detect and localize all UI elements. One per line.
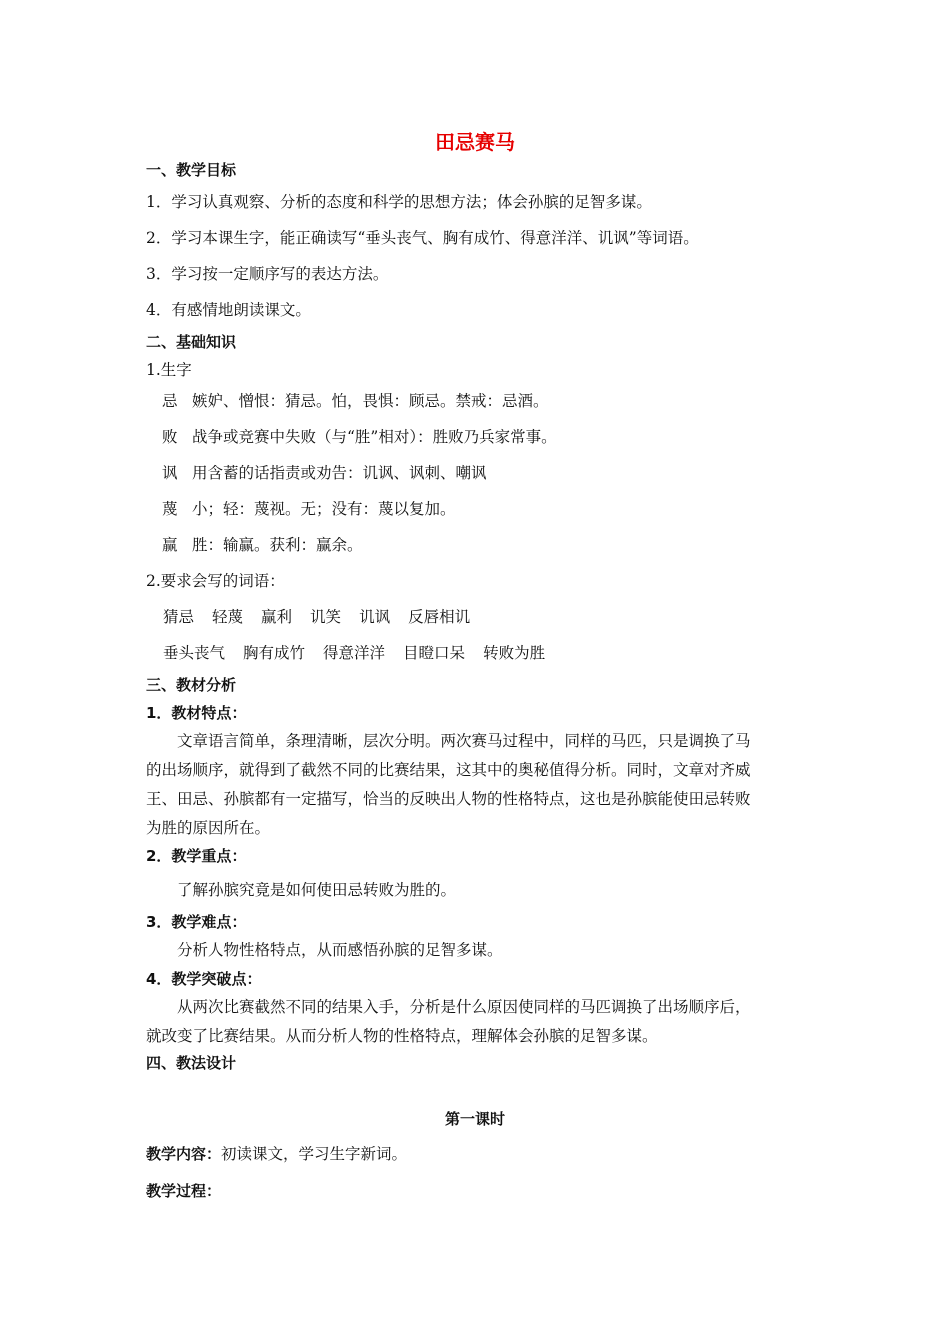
word: 反唇相讥 (408, 608, 471, 626)
goal-item: 1．学习认真观察、分析的态度和科学的思想方法；体会孙膑的足智多谋。 (146, 193, 652, 211)
character-definition: 嫉妒、憎恨：猜忌。怕，畏惧：顾忌。禁戒：忌酒。 (192, 392, 549, 410)
character: 忌 (162, 392, 178, 410)
paragraph-line: 从两次比赛截然不同的结果入手，分析是什么原因使同样的马匹调换了出场顺序后， (177, 998, 751, 1016)
word: 胸有成竹 (243, 644, 306, 662)
paragraph-line: 为胜的原因所在。 (146, 819, 271, 837)
word: 轻蔑 (212, 608, 244, 626)
word: 转败为胜 (483, 644, 546, 662)
subheading-words: 2.要求会写的词语： (146, 572, 285, 590)
subheading-characters: 1.生字 (146, 361, 192, 379)
lesson-process-label: 教学过程： (146, 1182, 222, 1200)
character-entry (162, 391, 549, 411)
word: 讥讽 (359, 608, 391, 626)
word-list-row (163, 643, 563, 663)
lesson-content (146, 1144, 407, 1164)
analysis-heading: 3．教学难点： (146, 913, 247, 931)
section-heading-analysis: 三、教材分析 (146, 676, 237, 694)
character-definition: 战争或竞赛中失败（与“胜”相对）：胜败乃兵家常事。 (192, 428, 557, 446)
paragraph-line: 了解孙膑究竟是如何使田忌转败为胜的。 (177, 881, 457, 899)
word-list-row (163, 607, 488, 627)
goal-item: 4．有感情地朗读课文。 (146, 301, 311, 319)
goal-item: 2．学习本课生字，能正确读写“垂头丧气、胸有成竹、得意洋洋、讥讽”等词语。 (146, 229, 699, 247)
character-entry (162, 499, 456, 519)
document-title: 田忌赛马 (435, 130, 515, 154)
paragraph-line: 分析人物性格特点，从而感悟孙膑的足智多谋。 (177, 941, 503, 959)
character-entry (162, 427, 557, 447)
character: 蔑 (162, 500, 178, 518)
paragraph-line: 文章语言简单，条理清晰，层次分明。两次赛马过程中，同样的马匹，只是调换了马 (177, 732, 751, 750)
section-heading-methods: 四、教法设计 (146, 1054, 237, 1072)
word: 得意洋洋 (323, 644, 386, 662)
character: 赢 (162, 536, 178, 554)
paragraph-line: 就改变了比赛结果。从而分析人物的性格特点，理解体会孙膑的足智多谋。 (146, 1027, 658, 1045)
section-heading-basics: 二、基础知识 (146, 333, 237, 351)
character-definition: 胜：输赢。获利：赢余。 (192, 536, 363, 554)
character: 败 (162, 428, 178, 446)
paragraph-line: 的出场顺序，就得到了截然不同的比赛结果，这其中的奥秘值得分析。同时，文章对齐威 (146, 761, 751, 779)
paragraph-line: 王、田忌、孙膑都有一定描写，恰当的反映出人物的性格特点，这也是孙膑能使田忌转败 (146, 790, 751, 808)
word: 赢利 (261, 608, 293, 626)
analysis-heading: 4．教学突破点： (146, 970, 262, 988)
character-entry (162, 463, 487, 483)
word: 猜忌 (163, 608, 195, 626)
character-definition: 小；轻：蔑视。无；没有：蔑以复加。 (192, 500, 456, 518)
word: 垂头丧气 (163, 644, 226, 662)
analysis-heading: 1．教材特点： (146, 704, 247, 722)
section-heading-goals: 一、教学目标 (146, 161, 237, 179)
word: 讥笑 (310, 608, 342, 626)
character-entry (162, 535, 363, 555)
lesson-heading: 第一课时 (444, 1110, 505, 1128)
lesson-content-text: 初读课文，学习生字新词。 (221, 1145, 408, 1163)
word: 目瞪口呆 (403, 644, 466, 662)
character: 讽 (162, 464, 178, 482)
goal-item: 3．学习按一定顺序写的表达方法。 (146, 265, 389, 283)
analysis-heading: 2．教学重点： (146, 847, 247, 865)
lesson-content-label: 教学内容： (146, 1145, 222, 1163)
character-definition: 用含蓄的话指责或劝告：讥讽、讽刺、嘲讽 (192, 464, 487, 482)
